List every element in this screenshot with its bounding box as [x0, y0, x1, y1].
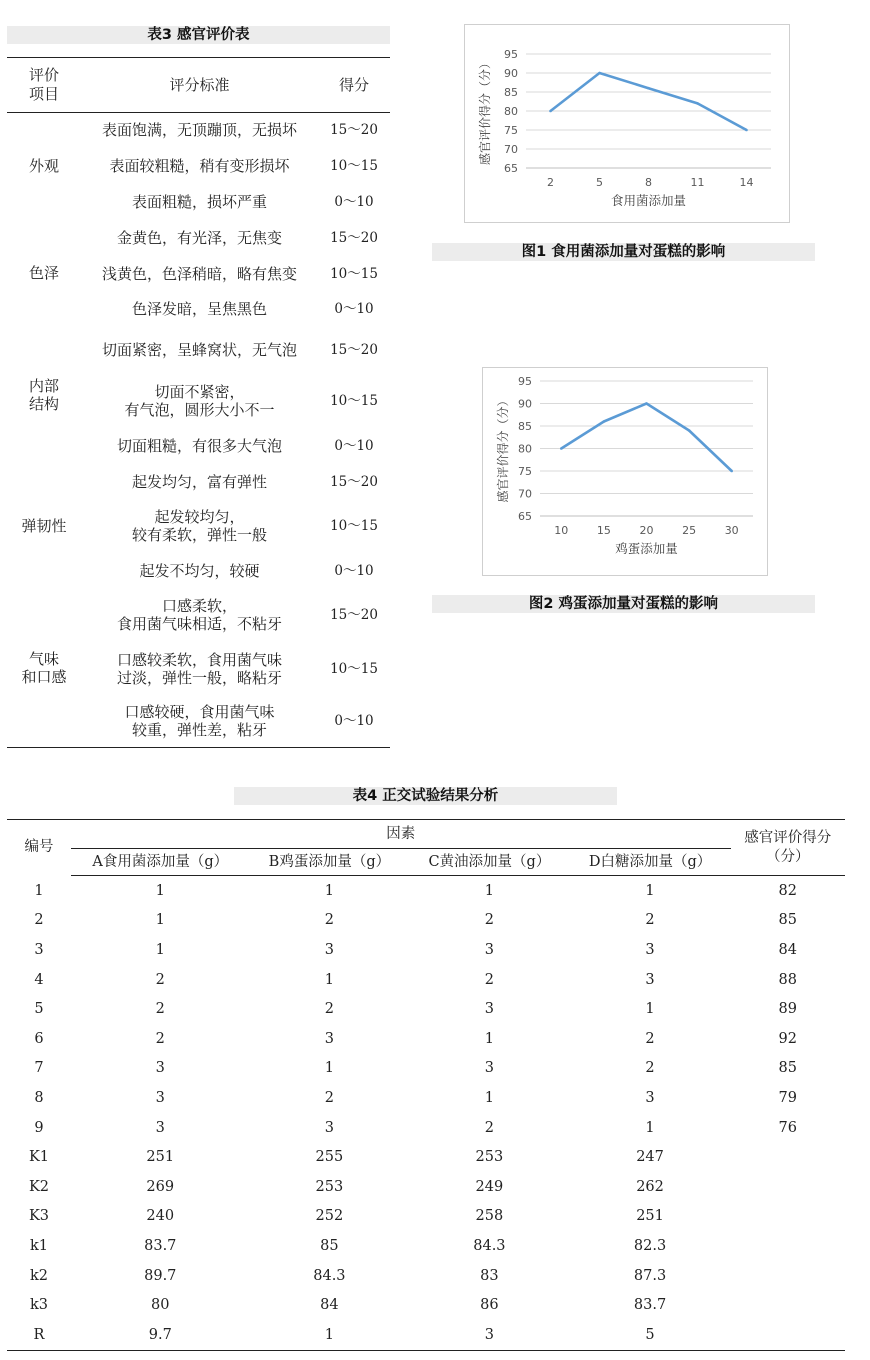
row-id: 3 — [34, 941, 44, 958]
factor-d-value: 1 — [645, 1119, 655, 1136]
factor-b-value: 3 — [324, 941, 335, 958]
row-id: K3 — [28, 1208, 50, 1225]
scoring-standard: 起发均匀，富有弹性 — [131, 472, 267, 491]
header-factor-a: A食用菌添加量（g） — [71, 849, 250, 876]
figure2-svg — [483, 368, 767, 575]
factor-a-value: 80 — [151, 1297, 170, 1314]
sensory-score: 89 — [778, 1001, 797, 1018]
scoring-standard: 口感较柔软，食用菌气味 过淡，弹性一般，略粘牙 — [116, 650, 282, 687]
factor-b-value: 1 — [324, 1060, 335, 1077]
sensory-score — [731, 1261, 845, 1291]
y-tick-label: 85 — [504, 86, 518, 99]
data-point — [598, 72, 601, 75]
factor-c-value: 1 — [484, 1089, 495, 1106]
sensory-score — [731, 1320, 845, 1350]
sensory-score: 84 — [778, 941, 797, 958]
factor-b-value: 85 — [320, 1237, 339, 1254]
score-range: 0～10 — [334, 193, 374, 210]
evaluation-item: 色泽 — [28, 263, 59, 282]
orthogonal-test-table — [7, 819, 845, 1351]
table-row — [7, 113, 390, 148]
factor-c-value: 83 — [480, 1267, 499, 1284]
factor-d-value: 251 — [636, 1208, 664, 1225]
score-range: 10～15 — [330, 392, 378, 409]
sensory-score: 92 — [778, 1030, 797, 1047]
data-point — [560, 447, 563, 450]
y-tick-label: 85 — [518, 420, 532, 433]
table-row — [7, 1172, 845, 1202]
header-item: 评价 项目 — [7, 58, 81, 113]
factor-d-value: 3 — [645, 941, 655, 958]
row-id: k1 — [29, 1237, 48, 1254]
x-tick-label: 14 — [739, 176, 754, 189]
sensory-score — [731, 1142, 845, 1172]
factor-b-value: 1 — [324, 1326, 335, 1343]
table-row — [7, 1142, 845, 1172]
scoring-standard: 色泽发暗，呈焦黑色 — [131, 299, 267, 318]
score-range: 15～20 — [330, 607, 378, 623]
sensory-score — [731, 1172, 845, 1202]
figure1-chart — [464, 24, 790, 223]
factor-b-value: 2 — [324, 912, 335, 929]
header-factor-d: D白糖添加量（g） — [570, 849, 731, 876]
header-standard: 评分标准 — [81, 58, 318, 113]
factor-d-value: 83.7 — [633, 1297, 667, 1314]
header-score: 得分 — [318, 58, 390, 113]
scoring-standard: 表面粗糙，损坏严重 — [131, 192, 267, 211]
x-axis-label: 食用菌添加量 — [610, 193, 687, 208]
factor-b-value: 3 — [324, 1119, 335, 1136]
factor-d-value: 247 — [636, 1149, 664, 1166]
scoring-standard: 表面较粗糙，稍有变形损坏 — [109, 156, 290, 175]
scoring-standard: 表面饱满，无顶蹦顶，无损坏 — [101, 121, 297, 140]
data-point — [647, 87, 650, 90]
factor-a-value: 3 — [155, 1119, 165, 1136]
figure2-chart — [482, 367, 768, 576]
scoring-standard: 切面紧密，呈蜂窝状，无气泡 — [101, 340, 297, 359]
row-id: K2 — [28, 1178, 50, 1195]
table-row — [7, 965, 845, 995]
x-tick-label: 10 — [554, 524, 569, 537]
factor-b-value: 84 — [320, 1297, 339, 1314]
factor-c-value: 3 — [484, 1326, 495, 1343]
y-tick-label: 70 — [504, 143, 518, 156]
score-range: 10～15 — [330, 265, 378, 282]
row-id: 5 — [34, 1001, 44, 1018]
factor-d-value: 82.3 — [633, 1237, 667, 1254]
table4-body — [7, 876, 845, 1351]
factor-b-value: 255 — [315, 1149, 344, 1166]
factor-a-value: 269 — [146, 1178, 175, 1195]
data-point — [696, 102, 699, 105]
factor-a-value: 3 — [155, 1089, 165, 1106]
factor-b-value: 2 — [324, 1089, 335, 1106]
score-range: 0～10 — [334, 562, 374, 579]
sensory-score: 85 — [778, 1060, 797, 1077]
x-tick-label: 15 — [596, 524, 611, 537]
sensory-score — [731, 1231, 845, 1261]
factor-d-value: 5 — [645, 1326, 655, 1343]
data-point — [730, 470, 733, 473]
factor-a-value: 240 — [146, 1208, 175, 1225]
x-tick-label: 11 — [690, 176, 705, 189]
table-row — [7, 220, 390, 256]
table-row — [7, 1113, 845, 1143]
factor-a-value: 2 — [155, 1030, 165, 1047]
factor-c-value: 1 — [484, 1030, 495, 1047]
evaluation-item: 外观 — [28, 157, 59, 176]
score-range: 15～20 — [330, 122, 378, 139]
factor-a-value: 3 — [155, 1060, 165, 1077]
scoring-standard: 切面粗糙，有很多大气泡 — [116, 436, 282, 455]
score-range: 10～15 — [330, 157, 378, 174]
factor-d-value: 2 — [645, 1030, 655, 1047]
data-point — [603, 420, 606, 423]
evaluation-item: 弹韧性 — [21, 517, 67, 535]
table-row — [7, 906, 845, 936]
factor-c-value: 3 — [484, 1001, 495, 1018]
factor-c-value: 258 — [475, 1208, 504, 1225]
factor-d-value: 1 — [645, 882, 655, 899]
scoring-standard: 金黄色，有光泽，无焦变 — [116, 228, 282, 247]
factor-c-value: 86 — [480, 1297, 499, 1314]
table-row — [7, 326, 390, 374]
score-range: 15～20 — [330, 473, 378, 490]
table-row — [7, 1054, 845, 1084]
row-id: 7 — [34, 1060, 44, 1077]
data-point — [688, 429, 691, 432]
factor-a-value: 1 — [155, 941, 165, 958]
factor-d-value: 87.3 — [633, 1267, 667, 1284]
row-id: 4 — [34, 971, 44, 988]
y-tick-label: 90 — [504, 67, 518, 80]
table4-caption: 表4 正交试验结果分析 — [234, 787, 617, 805]
table-row — [7, 1024, 845, 1054]
x-tick-label: 20 — [639, 524, 654, 537]
scoring-standard: 切面不紧密， 有气泡，圆形大小不一 — [124, 382, 275, 419]
sensory-score: 85 — [778, 912, 797, 929]
header-factors: 因素 — [71, 820, 731, 849]
table-row — [7, 1231, 845, 1261]
table3-body — [7, 113, 390, 748]
row-id: 6 — [34, 1030, 44, 1047]
y-tick-label: 90 — [518, 397, 532, 411]
x-tick-label: 5 — [596, 176, 603, 189]
score-range: 10～15 — [330, 518, 378, 534]
factor-b-value: 1 — [324, 971, 335, 988]
table-row — [7, 876, 845, 906]
sensory-score — [731, 1290, 845, 1320]
score-range: 10～15 — [330, 660, 378, 677]
factor-c-value: 2 — [484, 971, 495, 988]
evaluation-item: 气味 和口感 — [21, 649, 67, 686]
x-axis-label: 鸡蛋添加量 — [615, 541, 678, 556]
factor-c-value: 3 — [484, 1060, 495, 1077]
figure1-svg — [465, 25, 789, 222]
y-tick-label: 75 — [504, 124, 518, 137]
row-id: k3 — [29, 1297, 48, 1314]
factor-c-value: 249 — [475, 1178, 504, 1195]
factor-a-value: 83.7 — [144, 1237, 177, 1254]
row-id: k2 — [29, 1267, 48, 1284]
data-point — [549, 110, 552, 113]
sensory-evaluation-table — [7, 57, 390, 748]
factor-b-value: 252 — [315, 1208, 344, 1225]
series-line — [561, 404, 731, 472]
factor-a-value: 2 — [155, 1001, 165, 1018]
sensory-score: 82 — [778, 882, 797, 899]
x-tick-label: 25 — [682, 524, 697, 537]
score-range: 0～10 — [334, 300, 374, 317]
data-point — [645, 402, 648, 405]
y-axis-label: 感官评价得分（分） — [496, 394, 510, 503]
header-sensory-score: 感官评价得分 （分） — [731, 820, 845, 876]
y-axis-label: 感官评价得分（分） — [478, 56, 492, 166]
table-row — [7, 1083, 845, 1113]
y-tick-label: 65 — [504, 162, 518, 175]
scoring-standard: 起发不均匀，较硬 — [139, 561, 260, 580]
factor-a-value: 251 — [146, 1149, 175, 1166]
y-tick-label: 80 — [504, 105, 518, 118]
factor-d-value: 3 — [645, 971, 655, 988]
series-line — [551, 73, 747, 130]
factor-a-value: 2 — [155, 971, 165, 988]
y-tick-label: 70 — [518, 487, 532, 501]
x-tick-label: 8 — [645, 176, 652, 189]
table-row — [7, 935, 845, 965]
y-tick-label: 95 — [518, 375, 532, 388]
factor-c-value: 1 — [484, 882, 495, 899]
table-row — [7, 589, 390, 642]
score-range: 15～20 — [330, 341, 378, 358]
header-id: 编号 — [24, 839, 54, 856]
factor-b-value: 2 — [324, 1001, 335, 1018]
factor-c-value: 84.3 — [473, 1237, 506, 1254]
sensory-score — [731, 1202, 845, 1232]
table-row — [7, 1290, 845, 1320]
scoring-standard: 口感较硬，食用菌气味 较重，弹性差，粘牙 — [124, 703, 275, 740]
factor-b-value: 253 — [315, 1178, 344, 1195]
factor-b-value: 3 — [324, 1030, 335, 1047]
factor-d-value: 262 — [636, 1178, 664, 1195]
x-tick-label: 2 — [547, 176, 554, 189]
score-range: 15～20 — [330, 229, 378, 246]
data-point — [745, 129, 748, 132]
factor-d-value: 1 — [645, 1001, 655, 1018]
factor-d-value: 2 — [645, 1060, 655, 1077]
factor-c-value: 253 — [475, 1149, 504, 1166]
factor-a-value: 9.7 — [148, 1326, 172, 1343]
scoring-standard: 口感柔软， 食用菌气味相适，不粘牙 — [116, 597, 282, 633]
figure1-caption: 图1 食用菌添加量对蛋糕的影响 — [432, 243, 815, 261]
x-tick-label: 30 — [724, 524, 739, 537]
evaluation-item: 内部 结构 — [28, 376, 59, 413]
figure2-caption: 图2 鸡蛋添加量对蛋糕的影响 — [432, 595, 815, 613]
score-range: 0～10 — [334, 713, 374, 730]
y-tick-label: 80 — [518, 442, 532, 456]
sensory-score: 76 — [778, 1119, 797, 1136]
header-factor-c: C黄油添加量（g） — [409, 849, 569, 876]
row-id: K1 — [28, 1149, 50, 1166]
row-id: 1 — [34, 882, 44, 899]
sensory-score: 88 — [778, 971, 797, 988]
factor-a-value: 89.7 — [144, 1267, 177, 1284]
factor-c-value: 2 — [484, 912, 495, 929]
y-tick-label: 75 — [518, 465, 532, 478]
table3-caption: 表3 感官评价表 — [7, 26, 390, 44]
factor-d-value: 3 — [645, 1089, 655, 1106]
header-factor-b: B鸡蛋添加量（g） — [250, 849, 410, 876]
table-row — [7, 1261, 845, 1291]
table-row — [7, 464, 390, 500]
factor-b-value: 84.3 — [313, 1267, 346, 1284]
scoring-standard: 浅黄色，色泽稍暗，略有焦变 — [101, 264, 297, 283]
table-row — [7, 994, 845, 1024]
factor-b-value: 1 — [324, 882, 335, 899]
scoring-standard: 起发较均匀， 较有柔软，弹性一般 — [131, 508, 267, 544]
sensory-score: 79 — [778, 1089, 797, 1106]
row-id: 9 — [34, 1119, 44, 1136]
table-row — [7, 1320, 845, 1350]
row-id: 8 — [34, 1089, 44, 1106]
table-row — [7, 1202, 845, 1232]
factor-c-value: 2 — [484, 1119, 495, 1136]
row-id: 2 — [34, 912, 44, 929]
y-tick-label: 65 — [518, 510, 532, 523]
score-range: 0～10 — [334, 437, 374, 454]
factor-c-value: 3 — [484, 941, 495, 958]
row-id: R — [33, 1326, 45, 1343]
y-tick-label: 95 — [504, 48, 518, 61]
factor-d-value: 2 — [645, 912, 655, 929]
factor-a-value: 1 — [155, 912, 165, 929]
factor-a-value: 1 — [155, 882, 165, 899]
